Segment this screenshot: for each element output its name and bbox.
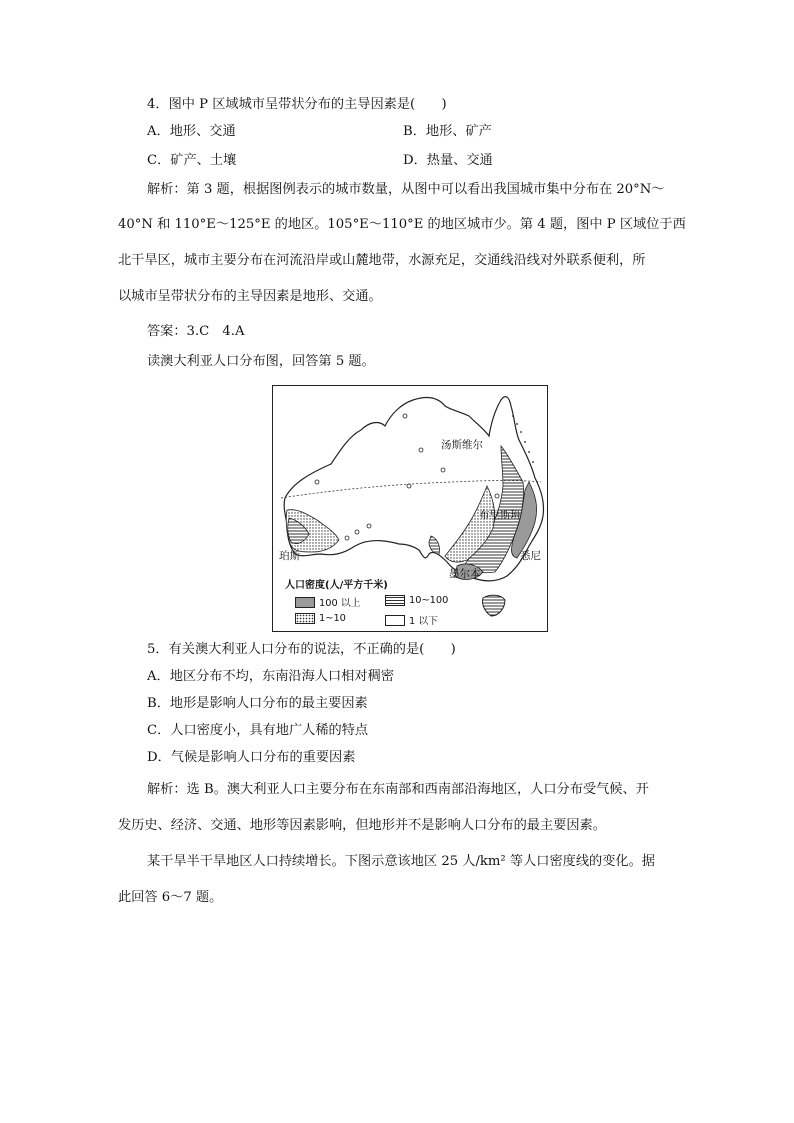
legend-label: 1 以下: [409, 616, 438, 627]
city-brisbane: 布里斯班: [479, 509, 521, 521]
city-townsville: 汤斯维尔: [441, 439, 483, 451]
q4-option-a: A．地形、交通: [147, 124, 236, 139]
city-melbourne: 墨尔本: [449, 568, 481, 580]
q5-option-a: A．地区分布不均，东南沿海人口相对稠密: [147, 669, 394, 684]
legend-label: 1~10: [319, 613, 346, 624]
question-5-stem: 5．有关澳大利亚人口分布的说法，不正确的是( ): [147, 642, 456, 657]
analysis-line-1: 解析：第 3 题，根据图例表示的城市数量，从图中可以看出我国城市集中分布在 20°N～: [147, 182, 665, 197]
analysis-line-3: 北干旱区，城市主要分布在河流沿岸或山麓地带，水源充足，交通线沿线对外联系便利，所: [118, 253, 646, 268]
q4-option-c: C．矿产、土壤: [147, 153, 237, 168]
city-perth: 珀斯: [279, 550, 300, 562]
city-sydney: 悉尼: [520, 550, 541, 562]
legend-swatch-dots: [295, 613, 315, 624]
q4-option-d: D．热量、交通: [403, 153, 493, 168]
legend-item: [295, 595, 360, 609]
legend-label: 10~100: [409, 595, 449, 606]
question-5-intro: 读澳大利亚人口分布图，回答第 5 题。: [147, 354, 375, 369]
legend-item: [385, 595, 448, 606]
legend-item: [295, 613, 346, 624]
analysis-line-4: 以城市呈带状分布的主导因素是地形、交通。: [118, 289, 382, 304]
q5-option-d: D．气候是影响人口分布的重要因素: [147, 750, 356, 765]
legend-title: 人口密度(人/平方千米): [285, 580, 388, 591]
analysis2-line-1: 解析：选 B。澳大利亚人口主要分布在东南部和西南部沿海地区，人口分布受气候、开: [147, 782, 649, 797]
question-6-7-intro-line-2: 此回答 6～7 题。: [118, 890, 223, 905]
legend-item: [385, 613, 438, 627]
answer-line: 答案：3.C 4.A: [147, 324, 245, 339]
australia-population-map: [272, 385, 548, 632]
q5-option-c: C．人口密度小，具有地广人稀的特点: [147, 723, 369, 738]
q4-option-b: B．地形、矿产: [403, 124, 492, 139]
legend-swatch-white: [385, 615, 405, 626]
analysis-line-2: 40°N 和 110°E～125°E 的地区。105°E～110°E 的地区城市少。第 4 题，图中 P 区域位于西: [118, 217, 686, 232]
question-4-stem: 4．图中 P 区域城市呈带状分布的主导因素是( ): [147, 97, 447, 112]
legend-label: 100 以上: [319, 598, 361, 609]
legend-swatch-lines: [385, 595, 405, 606]
analysis2-line-2: 发历史、经济、交通、地形等因素影响，但地形并不是影响人口分布的最主要因素。: [118, 818, 606, 833]
legend-swatch-dark: [295, 597, 315, 608]
question-6-7-intro-line-1: 某干旱半干旱地区人口持续增长。下图示意该地区 25 人/km² 等人口密度线的变化。据: [147, 854, 655, 869]
q5-option-b: B．地形是影响人口分布的最主要因素: [147, 696, 368, 711]
